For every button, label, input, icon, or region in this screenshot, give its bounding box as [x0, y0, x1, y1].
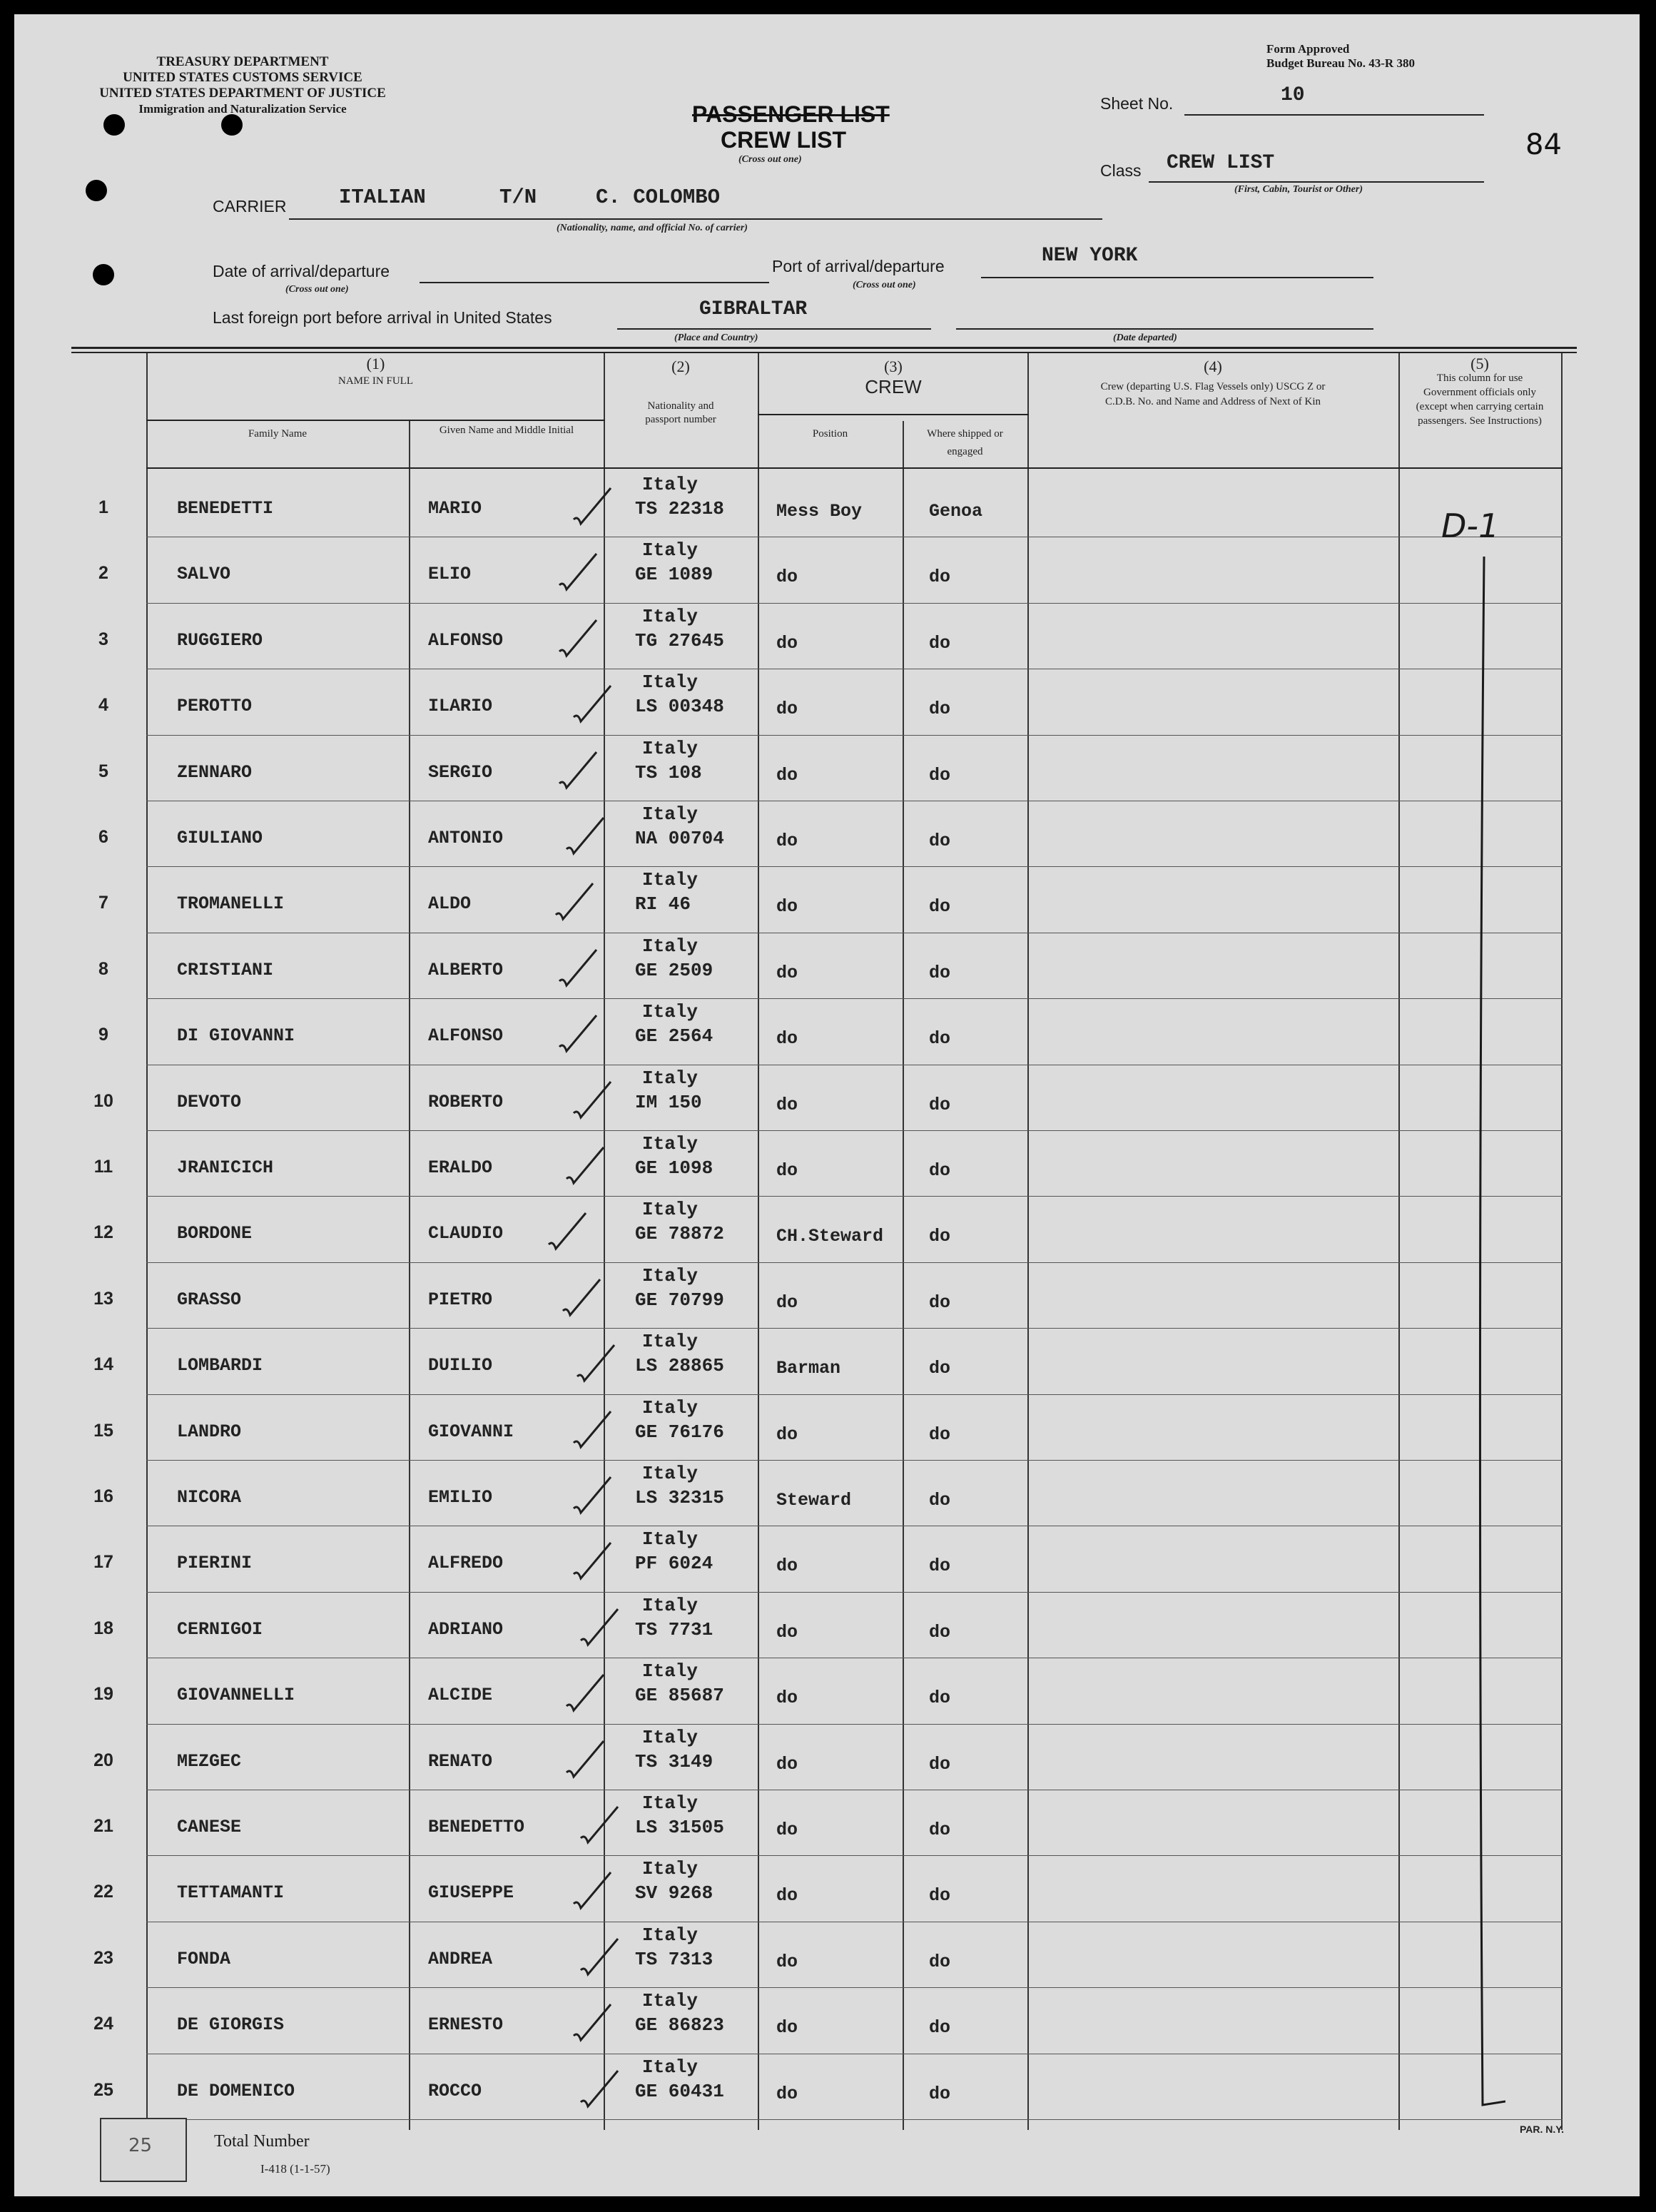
- carrier-line: [289, 218, 1102, 220]
- given-name: EMILIO: [428, 1487, 493, 1508]
- given-name: PIETRO: [428, 1289, 493, 1310]
- nationality: Italy: [642, 1924, 699, 1946]
- check-mark: [578, 2066, 621, 2109]
- passport-number: SV 9268: [635, 1882, 713, 1904]
- crew-position: do: [776, 2083, 798, 2104]
- col1-title: NAME IN FULL: [338, 375, 413, 387]
- col3-num: (3): [884, 357, 903, 375]
- nationality: Italy: [642, 539, 699, 562]
- family-name: GRASSO: [177, 1289, 242, 1310]
- nationality: Italy: [642, 1199, 699, 1221]
- total-label: Total Number: [214, 2132, 310, 2151]
- nationality: Italy: [642, 1331, 699, 1353]
- check-mark: [578, 1605, 621, 1648]
- family-name: JRANICICH: [177, 1157, 274, 1178]
- crew-position: do: [776, 1292, 798, 1313]
- check-mark: [571, 1538, 614, 1581]
- table-top-rule-2: [71, 352, 1577, 353]
- nationality: Italy: [642, 474, 699, 495]
- crew-position: do: [776, 1951, 798, 1972]
- punch-hole: [103, 114, 125, 136]
- row-number: 8: [98, 958, 108, 979]
- crew-position: do: [776, 1820, 798, 1840]
- passport-number: PF 6024: [635, 1553, 713, 1575]
- where-shipped: do: [929, 831, 951, 851]
- passport-number: GE 78872: [635, 1223, 724, 1245]
- nationality: Italy: [642, 605, 699, 627]
- nationality: Italy: [642, 1528, 699, 1551]
- class-line: [1149, 181, 1484, 183]
- where-shipped: do: [929, 1160, 951, 1181]
- col2-title: Nationality and passport number: [645, 400, 716, 425]
- passport-number: NA 00704: [635, 828, 724, 849]
- nationality: Italy: [642, 1463, 699, 1484]
- col5-num: (5): [1470, 355, 1489, 372]
- where-shipped: do: [929, 962, 951, 983]
- row-number: 12: [93, 1222, 113, 1243]
- row-number: 6: [98, 827, 108, 847]
- col4-num: (4): [1204, 357, 1222, 375]
- crew-position: Barman: [776, 1358, 841, 1379]
- crew-position: do: [776, 632, 798, 654]
- col5-title: This column for use Government officials only (except when carrying certain passengers. See Instructions): [1416, 372, 1544, 427]
- passport-number: TS 3149: [635, 1750, 713, 1772]
- date-departed-line: [956, 328, 1373, 330]
- header-subrule: [146, 420, 605, 421]
- check-mark: [564, 813, 606, 856]
- check-mark: [571, 1407, 614, 1450]
- family-name: TETTAMANTI: [177, 1882, 285, 1904]
- row-rule: [146, 1394, 1563, 1395]
- carrier-nationality: ITALIAN: [339, 186, 426, 209]
- row-number: 18: [93, 1618, 113, 1638]
- row-number: 16: [93, 1486, 113, 1506]
- date-label: Date of arrival/departure: [213, 262, 390, 280]
- check-mark: [564, 1670, 606, 1713]
- check-mark: [571, 2000, 614, 2043]
- where-shipped: do: [929, 2083, 951, 2104]
- row-rule: [146, 1328, 1563, 1329]
- given-name: ERNESTO: [428, 2014, 504, 2036]
- family-name: DEVOTO: [177, 1091, 242, 1112]
- sheet-value: 10: [1281, 84, 1305, 106]
- crew-position: Mess Boy: [776, 501, 863, 522]
- nationality: Italy: [642, 1133, 699, 1155]
- port-hint: (Cross out one): [853, 280, 916, 290]
- passport-number: GE 86823: [635, 2014, 724, 2036]
- check-mark: [578, 1802, 621, 1845]
- row-rule: [146, 1855, 1563, 1856]
- given-name: ALFONSO: [428, 629, 504, 651]
- given-name: ANTONIO: [428, 828, 504, 848]
- col-rule: [1027, 353, 1029, 2130]
- col-rule: [903, 421, 904, 2130]
- check-mark: [546, 1209, 589, 1252]
- check-mark: [578, 1934, 621, 1977]
- row-number: 9: [98, 1025, 108, 1045]
- date-departed-hint: (Date departed): [1113, 333, 1177, 343]
- nationality: Italy: [642, 1396, 699, 1419]
- family-name: SALVO: [177, 564, 231, 585]
- nationality: Italy: [642, 803, 699, 825]
- family-name: DE DOMENICO: [177, 2080, 295, 2101]
- where-shipped: do: [929, 1490, 951, 1511]
- family-name: TROMANELLI: [177, 893, 285, 915]
- family-name: LANDRO: [177, 1421, 242, 1442]
- punch-hole: [221, 114, 243, 136]
- row-rule: [146, 1196, 1563, 1197]
- header-subrule: [758, 414, 1029, 415]
- crew-position: do: [776, 1688, 798, 1709]
- family-name: DI GIOVANNI: [177, 1025, 295, 1047]
- family-name: LOMBARDI: [177, 1355, 263, 1376]
- crew-position: do: [776, 1621, 798, 1643]
- check-mark: [557, 549, 599, 592]
- row-rule: [146, 1130, 1563, 1131]
- sheet-label: Sheet No.: [1100, 94, 1174, 113]
- check-mark: [571, 1473, 614, 1516]
- passport-number: GE 2509: [635, 959, 713, 981]
- row-number: 24: [93, 2014, 113, 2034]
- nationality: Italy: [642, 671, 699, 694]
- row-number: 13: [93, 1288, 113, 1309]
- class-label: Class: [1100, 161, 1142, 180]
- col-rule: [758, 353, 759, 2130]
- where-shipped: do: [929, 632, 951, 654]
- row-number: 2: [98, 563, 108, 584]
- where-shipped: do: [929, 1885, 951, 1907]
- crew-position: do: [776, 1556, 798, 1577]
- carrier-type: T/N: [499, 186, 537, 209]
- where-shipped: do: [929, 1688, 951, 1709]
- col-rule: [1561, 353, 1563, 2130]
- family-name: CERNIGOI: [177, 1618, 263, 1640]
- given-name: RENATO: [428, 1750, 493, 1772]
- check-mark: [571, 484, 614, 527]
- passport-number: TS 7313: [635, 1948, 713, 1970]
- given-name: ILARIO: [428, 696, 493, 717]
- nationality: Italy: [642, 935, 699, 957]
- header-bottom-rule: [146, 467, 1563, 469]
- given-name: ELIO: [428, 564, 472, 585]
- family-name: PEROTTO: [177, 696, 253, 717]
- given-name: ALDO: [428, 893, 472, 915]
- row-number: 11: [93, 1157, 113, 1177]
- passport-number: GE 85687: [635, 1685, 724, 1707]
- col1-family: Family Name: [248, 428, 308, 440]
- where-shipped: do: [929, 1226, 951, 1247]
- carrier-label: CARRIER: [213, 197, 287, 215]
- check-mark: [557, 616, 599, 659]
- carrier-hint: (Nationality, name, and official No. of carrier): [557, 223, 748, 233]
- row-rule: [146, 735, 1563, 736]
- check-mark: [557, 1011, 599, 1054]
- row-rule: [146, 1592, 1563, 1593]
- total-value: 25: [128, 2135, 153, 2156]
- crew-position: do: [776, 1885, 798, 1907]
- crew-position: do: [776, 567, 798, 588]
- punch-hole: [93, 264, 114, 285]
- row-number: 14: [93, 1354, 113, 1375]
- where-shipped: do: [929, 896, 951, 918]
- last-port-value: GIBRALTAR: [699, 298, 808, 320]
- row-rule: [146, 1262, 1563, 1263]
- row-rule: [146, 1987, 1563, 1988]
- table-top-rule: [71, 347, 1577, 349]
- nationality: Italy: [642, 869, 699, 891]
- given-name: ALCIDE: [428, 1685, 493, 1706]
- family-name: FONDA: [177, 1948, 231, 1969]
- row-rule: [146, 603, 1563, 604]
- crew-position: Steward: [776, 1490, 852, 1511]
- where-shipped: do: [929, 2017, 951, 2039]
- port-label: Port of arrival/departure: [772, 257, 945, 275]
- where-shipped: do: [929, 1424, 951, 1445]
- check-mark: [560, 1275, 603, 1318]
- where-shipped: do: [929, 1358, 951, 1379]
- crew-position: do: [776, 699, 798, 720]
- passport-number: GE 2564: [635, 1025, 713, 1047]
- passport-number: TS 7731: [635, 1618, 713, 1640]
- row-number: 3: [98, 629, 108, 649]
- col3-position: Position: [812, 428, 848, 440]
- check-mark: [557, 945, 599, 988]
- passport-number: TS 22318: [635, 498, 724, 519]
- check-mark: [564, 1737, 606, 1780]
- family-name: DE GIORGIS: [177, 2014, 285, 2036]
- passport-number: LS 31505: [635, 1817, 724, 1838]
- port-line: [981, 277, 1373, 278]
- given-name: GIUSEPPE: [428, 1882, 514, 1904]
- document-sheet: [14, 14, 1640, 2196]
- family-name: BORDONE: [177, 1223, 253, 1244]
- class-value: CREW LIST: [1167, 152, 1275, 174]
- col1-given: Given Name and Middle Initial: [439, 425, 574, 436]
- col3-title: CREW: [865, 376, 922, 397]
- passport-number: GE 1098: [635, 1157, 713, 1179]
- row-number: 21: [93, 1816, 113, 1836]
- form-approved: Form Approved: [1266, 42, 1350, 56]
- row-rule: [146, 998, 1563, 999]
- check-mark: [571, 1077, 614, 1120]
- check-mark: [571, 1868, 614, 1911]
- crew-position: CH.Steward: [776, 1226, 884, 1247]
- last-port-label: Last foreign port before arrival in United States: [213, 308, 552, 327]
- where-shipped: do: [929, 1621, 951, 1643]
- nationality: Italy: [642, 1001, 699, 1023]
- class-hint: (First, Cabin, Tourist or Other): [1234, 184, 1363, 195]
- budget-bureau: Budget Bureau No. 43-R 380: [1266, 56, 1415, 70]
- given-name: CLAUDIO: [428, 1223, 504, 1244]
- row-number: 4: [98, 695, 108, 716]
- row-rule: [146, 866, 1563, 867]
- nationality: Italy: [642, 1990, 699, 2012]
- given-name: ERALDO: [428, 1157, 493, 1178]
- family-name: GIOVANNELLI: [177, 1685, 295, 1706]
- passport-number: IM 150: [635, 1091, 702, 1113]
- nationality: Italy: [642, 2056, 699, 2078]
- row-number: 19: [93, 1684, 113, 1705]
- crew-position: do: [776, 1424, 798, 1445]
- passport-number: TG 27645: [635, 629, 724, 651]
- nationality: Italy: [642, 1858, 699, 1880]
- col3-where: Where shipped or engaged: [927, 428, 1003, 457]
- given-name: MARIO: [428, 498, 482, 519]
- family-name: CANESE: [177, 1817, 242, 1837]
- cross-out-hint: (Cross out one): [738, 154, 802, 165]
- where-shipped: do: [929, 699, 951, 720]
- where-shipped: do: [929, 1094, 951, 1115]
- family-name: MEZGEC: [177, 1750, 242, 1772]
- where-shipped: do: [929, 764, 951, 786]
- family-name: GIULIANO: [177, 828, 263, 848]
- crew-position: do: [776, 2017, 798, 2039]
- passport-number: GE 76176: [635, 1421, 724, 1443]
- col1-num: (1): [366, 355, 385, 372]
- given-name: ANDREA: [428, 1948, 493, 1969]
- family-name: CRISTIANI: [177, 959, 274, 980]
- col-rule: [146, 353, 148, 2130]
- crew-position: do: [776, 1094, 798, 1115]
- col-rule: [409, 421, 410, 2130]
- row-number: 1: [98, 497, 108, 517]
- row-number: 10: [93, 1090, 113, 1111]
- agency-block: [82, 54, 403, 117]
- carrier-name: C. COLOMBO: [596, 186, 721, 209]
- crew-position: do: [776, 896, 798, 918]
- last-port-hint: (Place and Country): [674, 333, 758, 343]
- given-name: ALFREDO: [428, 1553, 504, 1574]
- where-shipped: do: [929, 1556, 951, 1577]
- title-crew-list: CREW LIST: [721, 127, 846, 153]
- where-shipped: do: [929, 567, 951, 588]
- port-value: NEW YORK: [1042, 245, 1138, 267]
- given-name: SERGIO: [428, 761, 493, 783]
- agency-line-1: TREASURY DEPARTMENT: [156, 54, 329, 69]
- row-number: 5: [98, 761, 108, 781]
- passport-number: LS 32315: [635, 1487, 724, 1508]
- date-line: [420, 282, 769, 283]
- where-shipped: do: [929, 1820, 951, 1840]
- title-passenger-list: PASSENGER LIST: [692, 101, 890, 127]
- row-number: 15: [93, 1420, 113, 1441]
- nationality: Italy: [642, 1264, 699, 1287]
- agency-line-2: UNITED STATES CUSTOMS SERVICE: [123, 70, 362, 85]
- row-number: 17: [93, 1552, 113, 1573]
- sheet-line: [1184, 114, 1484, 116]
- passport-number: GE 1089: [635, 564, 713, 586]
- family-name: ZENNARO: [177, 761, 253, 783]
- col-rule: [604, 353, 605, 2130]
- row-rule: [146, 1724, 1563, 1725]
- family-name: RUGGIERO: [177, 629, 263, 651]
- crew-position: do: [776, 1028, 798, 1050]
- passport-number: LS 00348: [635, 696, 724, 718]
- printer-mark: PAR. N.Y.: [1520, 2124, 1564, 2135]
- punch-hole: [86, 180, 107, 201]
- col5-bracket-line: [1463, 557, 1505, 2134]
- row-rule: [146, 1460, 1563, 1461]
- crew-position: do: [776, 962, 798, 983]
- row-number: 7: [98, 893, 108, 913]
- family-name: PIERINI: [177, 1553, 253, 1574]
- col2-num: (2): [671, 357, 690, 375]
- last-port-line: [617, 328, 931, 330]
- given-name: DUILIO: [428, 1355, 493, 1376]
- passport-number: RI 46: [635, 893, 691, 915]
- family-name: BENEDETTI: [177, 498, 274, 519]
- nationality: Italy: [642, 1792, 699, 1814]
- crew-position: do: [776, 764, 798, 786]
- nationality: Italy: [642, 737, 699, 759]
- col4-title: Crew (departing U.S. Flag Vessels only) USCG Z or C.D.B. No. and Name and Address of Next of Kin: [1100, 381, 1326, 407]
- given-name: GIOVANNI: [428, 1421, 514, 1442]
- check-mark: [574, 1341, 617, 1384]
- page-mark: 84: [1525, 128, 1562, 161]
- passport-number: GE 70799: [635, 1289, 724, 1311]
- nationality: Italy: [642, 1726, 699, 1748]
- col-rule: [1398, 353, 1400, 2130]
- nationality: Italy: [642, 1594, 699, 1616]
- agency-line-4: Immigration and Naturalization Service: [138, 102, 347, 116]
- date-hint: (Cross out one): [285, 284, 349, 295]
- row-number: 20: [93, 1750, 113, 1770]
- check-mark: [557, 748, 599, 791]
- agency-line-3: UNITED STATES DEPARTMENT OF JUSTICE: [99, 86, 386, 101]
- check-mark: [564, 1143, 606, 1186]
- given-name: ADRIANO: [428, 1618, 504, 1640]
- given-name: BENEDETTO: [428, 1817, 525, 1837]
- where-shipped: do: [929, 1028, 951, 1050]
- passport-number: LS 28865: [635, 1355, 724, 1377]
- nationality: Italy: [642, 1660, 699, 1683]
- where-shipped: do: [929, 1753, 951, 1775]
- crew-position: do: [776, 1753, 798, 1775]
- crew-position: do: [776, 831, 798, 851]
- check-mark: [553, 879, 596, 922]
- row-number: 23: [93, 1947, 113, 1968]
- row-number: 25: [93, 2079, 113, 2100]
- crew-position: do: [776, 1160, 798, 1181]
- given-name: ROCCO: [428, 2080, 482, 2101]
- where-shipped: do: [929, 1951, 951, 1972]
- family-name: NICORA: [177, 1487, 242, 1508]
- where-shipped: do: [929, 1292, 951, 1313]
- col5-annotation: D-1: [1441, 507, 1500, 545]
- given-name: ROBERTO: [428, 1091, 504, 1112]
- passport-number: TS 108: [635, 761, 702, 783]
- row-rule: [146, 2119, 1563, 2120]
- passport-number: GE 60431: [635, 2080, 724, 2102]
- row-number: 22: [93, 1882, 113, 1902]
- where-shipped: Genoa: [929, 501, 983, 522]
- form-number: I-418 (1-1-57): [260, 2162, 330, 2176]
- nationality: Italy: [642, 1067, 699, 1089]
- given-name: ALFONSO: [428, 1025, 504, 1047]
- check-mark: [571, 681, 614, 724]
- given-name: ALBERTO: [428, 959, 504, 980]
